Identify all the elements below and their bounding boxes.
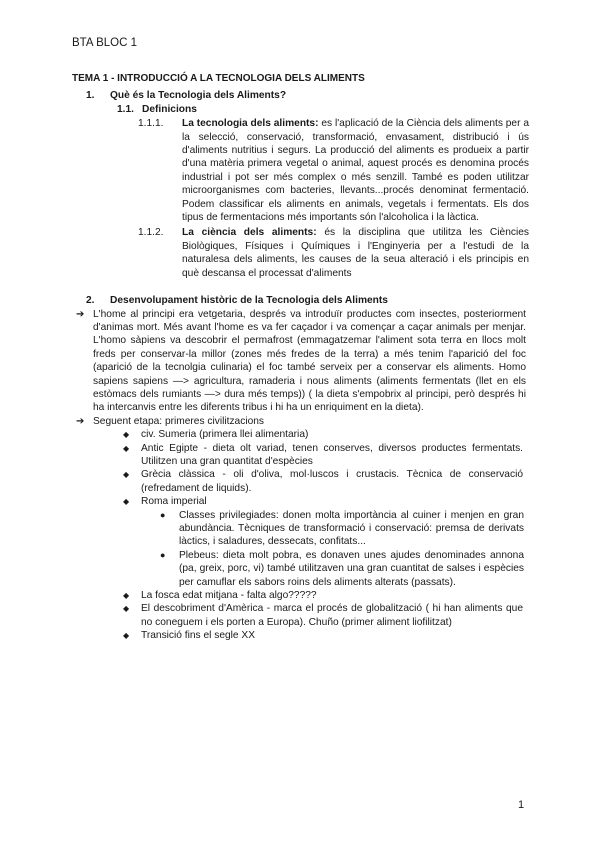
list-item [123, 468, 532, 495]
next-stage-text: Seguent etapa: primeres civilitzacions [93, 415, 265, 427]
section-1-heading [86, 89, 532, 102]
list-item-text: El descobriment d'Amèrica - marca el procés de globalització ( hi han aliments que no coneguem i els porten a Europa). Chuño (primer aliment liofilitzat) [141, 603, 523, 628]
diamond-bullet-icon: ◆ [123, 443, 130, 453]
dot-bullet-icon: ● [160, 549, 166, 560]
diamond-bullet-icon: ◆ [123, 470, 130, 480]
section-2-heading [86, 294, 532, 307]
section-title: Desenvolupament històric de la Tecnologia dels Aliments [110, 295, 388, 307]
diamond-bullet-icon: ◆ [123, 497, 130, 507]
arrow-icon: ➔ [76, 415, 85, 427]
arrow-icon: ➔ [76, 308, 85, 320]
diamond-bullet-icon: ◆ [123, 591, 130, 601]
sub-list-item [160, 549, 532, 589]
sub-list-item-text: Plebeus: dieta molt pobra, es donaven unes ajudes denominades annona (pa, greix, porc, vi) també utilitzaven una gran cuantitat de salses i espècies per camuflar els sabors roins dels aliments alterats (passats). [179, 549, 524, 588]
list-item [123, 589, 532, 602]
section-number: 1. [86, 90, 95, 102]
page-header: BTA BLOC 1 [72, 37, 137, 49]
subsection-title: Definicions [142, 103, 197, 115]
subsection-heading [117, 103, 532, 116]
page-number: 1 [518, 799, 525, 811]
diamond-bullet-icon: ◆ [123, 631, 130, 641]
subsection-number: 1.1. [117, 103, 134, 115]
definition-body: es l'aplicació de la Ciència dels aliments per a la selecció, conservació, transformació, envasament, distribució i ús d'aliments nutritius i segurs. La producció del aliments es produeix a partir d'una matèria primera vegetal o animal, aquest procés es denomina procés industrial i pot ser més complex o més senzill. També es poden utilitzar microorganismes com bacteries, llevants...procés denominat fermentació. Podem classificar els aliments en animals, vegetals i fermentats. Els dos tipus de fermentacions més importants són l'alcoholica i la làctica. [182, 118, 529, 224]
section-title: Què és la Tecnologia dels Aliments? [110, 90, 287, 102]
document-body [72, 72, 532, 643]
definition-number: 1.1.2. [138, 227, 164, 239]
definition-term: La ciència dels aliments: [182, 227, 317, 239]
definition-2 [138, 226, 532, 280]
list-item-text: Grècia clàssica - oli d'oliva, mol·luscos i crustacis. Tècnica de conservació (refredament de liquids). [141, 469, 523, 494]
list-item [123, 428, 532, 441]
list-item [123, 602, 532, 629]
dot-bullet-icon: ● [160, 509, 166, 520]
list-item-text: Roma imperial [141, 496, 207, 508]
definition-number: 1.1.1. [138, 118, 164, 130]
definition-text [182, 117, 529, 224]
sub-list-item-text: Classes privilegiades: donen molta importància al cuiner i menjen en gran abundància. Tècniques de transformació i conservació: premsa de derivats làctics, i saladures, dessecats, confitats... [179, 509, 524, 548]
list-item [123, 629, 532, 642]
definition-term: La tecnologia dels aliments: [182, 118, 319, 130]
arrow-item [76, 308, 532, 415]
definition-body: és la disciplina que utilitza les Ciències Biològiques, Físiques i Químiques i l'Enginyeria per a l'estudi de la naturalesa dels aliments, les causes de la seua alteració i els principis en què descansa el processat d'aliments [182, 227, 530, 279]
list-item [123, 442, 532, 469]
definition-text [182, 226, 529, 280]
list-item-text: civ. Sumeria (primera llei alimentaria) [141, 429, 309, 441]
list-item [123, 495, 532, 508]
section-number: 2. [86, 295, 95, 307]
diamond-bullet-icon: ◆ [123, 604, 130, 614]
topic-title: TEMA 1 - INTRODUCCIÓ A LA TECNOLOGIA DELS ALIMENTS [72, 73, 365, 84]
list-item-text: La fosca edat mitjana - falta algo????? [141, 590, 317, 602]
history-paragraph: L'home al principi era vetgetaria, després va introduïr productes com insectes, posteriorment d'animas mort. Més avant l'home es va fer caçador i va començar a caçar animals per menjar. L'homo sàpiens va descobrir el permafrost (emmagatzemar l'aliment sota terra en llocs molt freds per conservar-la millor (zones més fredes de la terra) a més tenim l'aparició del foc (aparició de la tecnolgia culinaria) el foc també serveix per a conservar els aliments. Homo sapiens sapiens —> agricultura, ramaderia i nous aliments (aliments fermentats (llet en els estòmacs dels rumiants —> dura més temps)) ( la dieta s'empobrix al principi, però després hi ha intercanvis entre les diferents tribus i hi ha un enriquiment en la dieta). [93, 308, 526, 414]
definition-1 [138, 117, 532, 224]
list-item-text: Transició fins el segle XX [141, 630, 255, 642]
diamond-bullet-icon: ◆ [123, 430, 130, 440]
sub-list-item [160, 509, 532, 549]
list-item-text: Antic Egipte - dieta olt variad, tenen conserves, diversos productes fermentats. Utilitzen una gran quantitat d'espècies [141, 442, 523, 467]
arrow-item [76, 415, 532, 428]
